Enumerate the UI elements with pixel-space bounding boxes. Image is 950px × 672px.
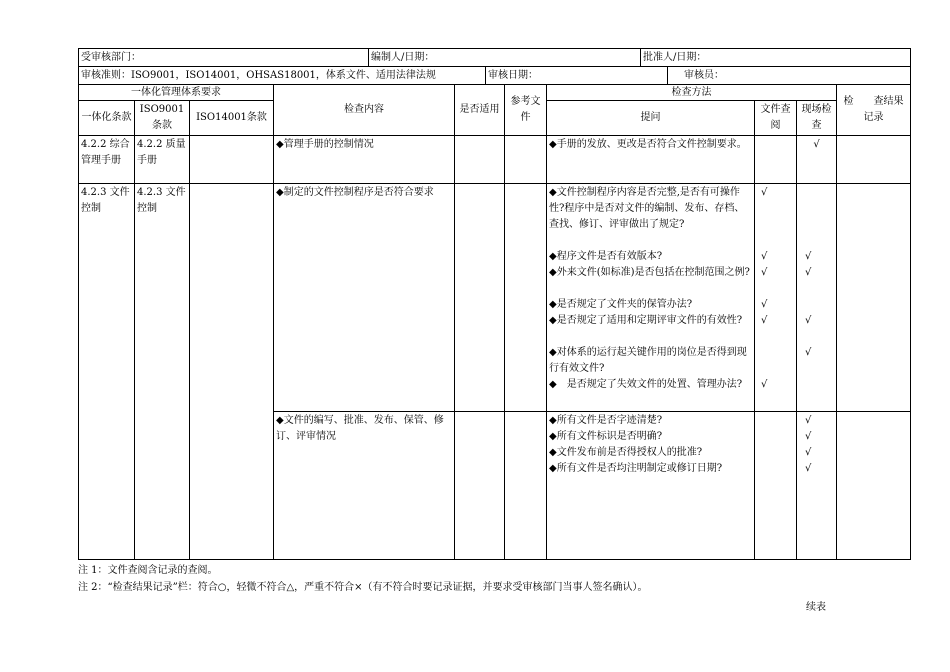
result-cell (837, 184, 911, 412)
question-item: ◆程序文件是否有效版本? (549, 251, 663, 262)
iso14001-clause-cell (190, 184, 274, 560)
site-check-cell (797, 136, 837, 184)
site-mark: √ (805, 447, 812, 458)
auditor-label: 审核员： (668, 67, 911, 85)
question-item: ◆文件控制程序内容是否完整,是否有可操作性?程序中是否对文件的编制、发布、存档、查找、修订、评审做出了规定? (549, 187, 745, 230)
question-item: ◆所有文件是否字迹清楚? (549, 415, 663, 426)
site-mark: √ (805, 251, 812, 262)
integrated-clause-header: 一体化条款 (79, 101, 135, 136)
site-mark (805, 185, 834, 249)
site-mark (805, 297, 834, 313)
header-table (78, 48, 911, 67)
criteria-label: 审核准则：ISO9001，ISO14001，OHSAS18001，体系文件、适用法律法规 (79, 67, 486, 85)
site-mark: √ (805, 315, 812, 326)
iso14001-clause-cell (190, 136, 274, 184)
reference-cell (505, 136, 547, 184)
note-2: 注 2：“检查结果记录”栏：符合○，轻微不符合△，严重不符合×（有不符合时要记录证据，并要求受审核部门当事人签名确认）。 (78, 582, 648, 593)
doc-mark: √ (761, 379, 768, 390)
site-mark (805, 377, 834, 409)
iso14001-clause-header: ISO14001条款 (190, 101, 274, 136)
integrated-clause-cell: 4.2.3 文件控制 (79, 184, 135, 560)
applicable-cell (455, 184, 505, 412)
applicable-cell (455, 136, 505, 184)
doc-mark (761, 445, 794, 461)
result-cell (837, 136, 911, 184)
doc-review-cell (755, 136, 797, 184)
checklist-table (78, 84, 911, 560)
site-mark: √ (813, 139, 820, 150)
doc-mark (761, 461, 794, 477)
doc-mark: √ (761, 187, 768, 198)
iso9001-clause-cell: 4.2.3 文件控制 (135, 184, 190, 560)
footnotes (78, 562, 648, 596)
site-check-cell (797, 412, 837, 560)
site-check-header: 现场检查 (797, 101, 837, 136)
header-table-2 (78, 66, 911, 85)
site-mark: √ (805, 463, 812, 474)
question-item: ◆文件发布前是否得授权人的批准? (549, 447, 703, 458)
group-requirements-header: 一体化管理体系要求 (79, 85, 274, 101)
iso9001-clause-header: ISO9001条款 (135, 101, 190, 136)
audit-date-label: 审核日期： (486, 67, 668, 85)
doc-mark: √ (761, 267, 768, 278)
question-item: ◆是否规定了适用和定期评审文件的有效性? (549, 315, 743, 326)
method-header: 检查方法 (547, 85, 837, 101)
question-item: ◆所有文件是否均注明制定或修订日期? (549, 463, 723, 474)
question-item: ◆外来文件(如标准)是否包括在控制范围之例? (549, 267, 750, 278)
doc-mark: √ (761, 299, 768, 310)
site-mark: √ (805, 431, 812, 442)
content-cell: ◆文件的编写、批准、发布、保管、修订、评审情况 (274, 412, 455, 560)
audit-checklist (78, 48, 910, 560)
doc-review-header: 文件查阅 (755, 101, 797, 136)
editor-label: 编制人/日期： (369, 49, 641, 67)
continued-label: 续表 (806, 602, 826, 613)
doc-mark (761, 413, 794, 429)
content-cell: ◆管理手册的控制情况 (274, 136, 455, 184)
note-1: 注 1：文件查阅含记录的查阅。 (78, 565, 218, 576)
question-cell (547, 412, 755, 560)
result-cell (837, 412, 911, 560)
question-cell (547, 184, 755, 412)
doc-review-cell (755, 184, 797, 412)
applicable-cell (455, 412, 505, 560)
iso9001-clause-cell: 4.2.2 质量手册 (135, 136, 190, 184)
result-record-header: 检 查结果记录 (837, 85, 911, 136)
approver-label: 批准人/日期： (641, 49, 911, 67)
doc-mark (761, 429, 794, 445)
question-item: ◆ 是否规定了失效文件的处置、管理办法? (549, 379, 743, 390)
check-content-header: 检查内容 (274, 85, 455, 136)
site-check-cell (797, 184, 837, 412)
doc-mark (761, 345, 794, 377)
applicable-header: 是否适用 (455, 85, 505, 136)
table-row (79, 184, 911, 412)
reference-docs-header: 参考文件 (505, 85, 547, 136)
reference-cell (505, 412, 547, 560)
doc-review-cell (755, 412, 797, 560)
reference-cell (505, 184, 547, 412)
doc-mark: √ (761, 251, 768, 262)
content-cell: ◆制定的文件控制程序是否符合要求 (274, 184, 455, 412)
question-item: ◆手册的发放、更改是否符合文件控制要求。 (549, 139, 747, 150)
question-item: ◆对体系的运行起关键作用的岗位是否得到现行有效文件? (549, 347, 747, 374)
question-header: 提问 (547, 101, 755, 136)
site-mark: √ (805, 415, 812, 426)
question-cell (547, 136, 755, 184)
integrated-clause-cell: 4.2.2 综合管理手册 (79, 136, 135, 184)
site-mark: √ (805, 347, 812, 358)
site-mark: √ (805, 267, 812, 278)
question-item: ◆是否规定了文件夹的保管办法? (549, 299, 693, 310)
doc-mark: √ (761, 315, 768, 326)
question-item: ◆所有文件标识是否明确? (549, 431, 663, 442)
table-row (79, 136, 911, 184)
dept-label: 受审核部门： (79, 49, 369, 67)
